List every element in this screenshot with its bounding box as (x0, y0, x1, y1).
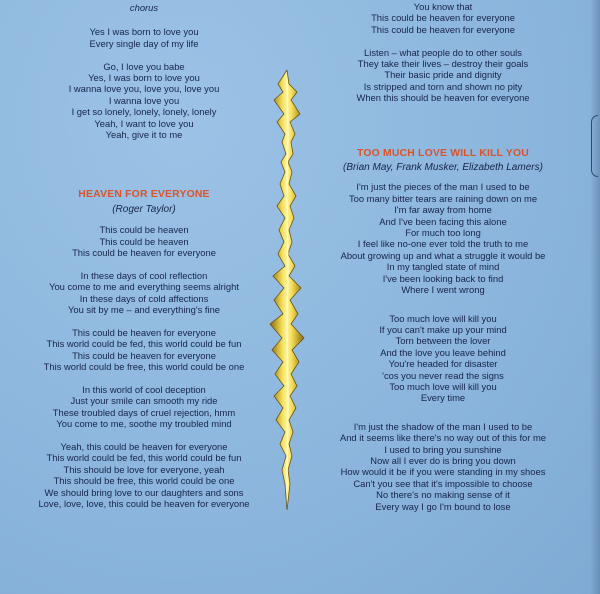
lyric-line: Too many bitter tears are raining down on me (348, 192, 538, 204)
lyric-line: Yeah, I want to love you (94, 117, 194, 129)
lyric-line: 'cos you never read the signs (382, 369, 504, 381)
lyric-line: This could be heaven for everyone (72, 326, 216, 338)
lyric-line: This could be heaven for everyone (72, 247, 216, 259)
lyric-line: I'm far away from home (394, 204, 492, 216)
lyric-line: In my tangled state of mind (386, 261, 500, 273)
left-lyrics-column (28, 0, 260, 509)
lyric-line: This could be heaven (99, 224, 189, 236)
lyric-line: Where I went wrong (401, 284, 485, 296)
lyric-line: I wanna love you (108, 94, 180, 106)
lyric-line: I'm just the pieces of the man I used to be (356, 181, 530, 193)
lyric-line: Every way I go I'm bound to lose (375, 500, 511, 512)
lyric-line: This could be heaven (99, 235, 189, 247)
lyric-line: Their basic pride and dignity (384, 69, 502, 81)
lyric-line: Now all I ever do is bring you down (370, 454, 516, 466)
booklet-binding-notch (591, 115, 598, 177)
lyric-line: Too much love will kill you (389, 312, 497, 324)
song-title-too-much-love: TOO MUCH LOVE WILL KILL YOU (356, 147, 530, 159)
lyric-line: You come to me, soothe my troubled mind (56, 418, 232, 430)
lyric-line: You sit by me – and everything's fine (67, 304, 221, 316)
lyric-line: And the love you leave behind (380, 346, 506, 358)
chorus-label: chorus (129, 2, 159, 13)
lyric-line: About growing up and what a struggle it would be (340, 249, 546, 261)
booklet-page-edge (590, 0, 600, 594)
lyric-line: Torn between the lover (395, 335, 491, 347)
lyric-line: Just your smile can smooth my ride (70, 395, 218, 407)
lyric-line: This should be love for everyone, yeah (63, 463, 225, 475)
lyric-line: Every time (420, 392, 466, 404)
lyric-line: For much too long (405, 227, 481, 239)
heaven-continued-stanza-1 (314, 1, 572, 35)
heaven-stanza-1 (28, 224, 260, 258)
sound-waveform-graphic (262, 70, 312, 510)
lyric-line: Yeah, give it to me (105, 129, 183, 141)
song-title-heaven-for-everyone: HEAVEN FOR EVERYONE (78, 189, 210, 201)
lyric-line: And it seems like there's no way out of this for me (339, 432, 547, 444)
lyric-line: How would it be if you were standing in my shoes (340, 466, 546, 478)
lyric-line: This world could be free, this world could be one (43, 361, 245, 373)
right-lyrics-column (314, 0, 572, 512)
lyric-line: And I've been facing this alone (379, 215, 507, 227)
heaven-stanza-2 (28, 270, 260, 316)
chorus-stanza-2 (28, 61, 260, 141)
chorus-stanza-1 (28, 26, 260, 49)
lyric-line: Yes I was born to love you (89, 26, 199, 38)
heaven-continued-stanza-2 (314, 47, 572, 104)
lyric-line: Go, I love you babe (103, 60, 185, 72)
lyric-line: Listen – what people do to other souls (364, 46, 522, 58)
lyric-line: This world could be fed, this world could be fun (46, 452, 242, 464)
song-credit: (Roger Taylor) (112, 203, 176, 215)
lyric-line: We should bring love to our daughters and sons (44, 486, 244, 498)
lyric-line: Is stripped and torn and shown no pity (363, 80, 523, 92)
lyric-line: This world could be fed, this world could be fun (46, 338, 242, 350)
lyric-line: In this world of cool deception (82, 383, 206, 395)
lyric-line: This should be free, this world could be one (53, 475, 235, 487)
lyric-line: This could be heaven for everyone (371, 12, 515, 24)
heaven-stanza-3 (28, 327, 260, 373)
lyric-line: I feel like no-one ever told the truth to me (357, 238, 529, 250)
lyric-line: I wanna love you, love you, love you (68, 83, 220, 95)
lyric-line: Love, love, love, this could be heaven for everyone (38, 497, 250, 509)
too-much-love-stanza-1 (314, 181, 572, 295)
lyric-line: If you can't make up your mind (379, 323, 507, 335)
lyric-line: In these days of cool reflection (80, 269, 208, 281)
lyric-line: When this should be heaven for everyone (356, 92, 530, 104)
lyric-line: This could be heaven for everyone (371, 23, 515, 35)
too-much-love-chorus (314, 313, 572, 404)
lyric-line: Yes, I was born to love you (88, 72, 200, 84)
lyric-line: In these days of cold affections (79, 292, 209, 304)
lyric-line: You know that (413, 1, 473, 12)
lyric-line: I used to bring you sunshine (384, 443, 502, 455)
heaven-stanza-4 (28, 384, 260, 430)
song-credit: (Brian May, Frank Musker, Elizabeth Lamers) (343, 162, 543, 174)
lyric-line: This could be heaven for everyone (72, 349, 216, 361)
lyric-line: You come to me and everything seems alright (49, 281, 239, 293)
too-much-love-stanza-2 (314, 421, 572, 512)
lyric-line: I've been looking back to find (382, 272, 504, 284)
lyric-line: Can't you see that it's impossible to choose (353, 477, 533, 489)
lyric-line: No there's no making sense of it (376, 489, 510, 501)
lyric-line: Too much love will kill you (389, 380, 497, 392)
lyric-line: Every single day of my life (89, 37, 199, 49)
lyric-line: Yeah, this could be heaven for everyone (60, 440, 228, 452)
heaven-stanza-5 (28, 441, 260, 509)
lyric-line: They take their lives – destroy their goals (357, 58, 529, 70)
lyric-line: You're headed for disaster (388, 358, 498, 370)
lyric-line: I get so lonely, lonely, lonely, lonely (71, 106, 217, 118)
lyric-line: These troubled days of cruel rejection, hmm (52, 406, 236, 418)
lyric-line: I'm just the shadow of the man I used to be (353, 420, 533, 432)
